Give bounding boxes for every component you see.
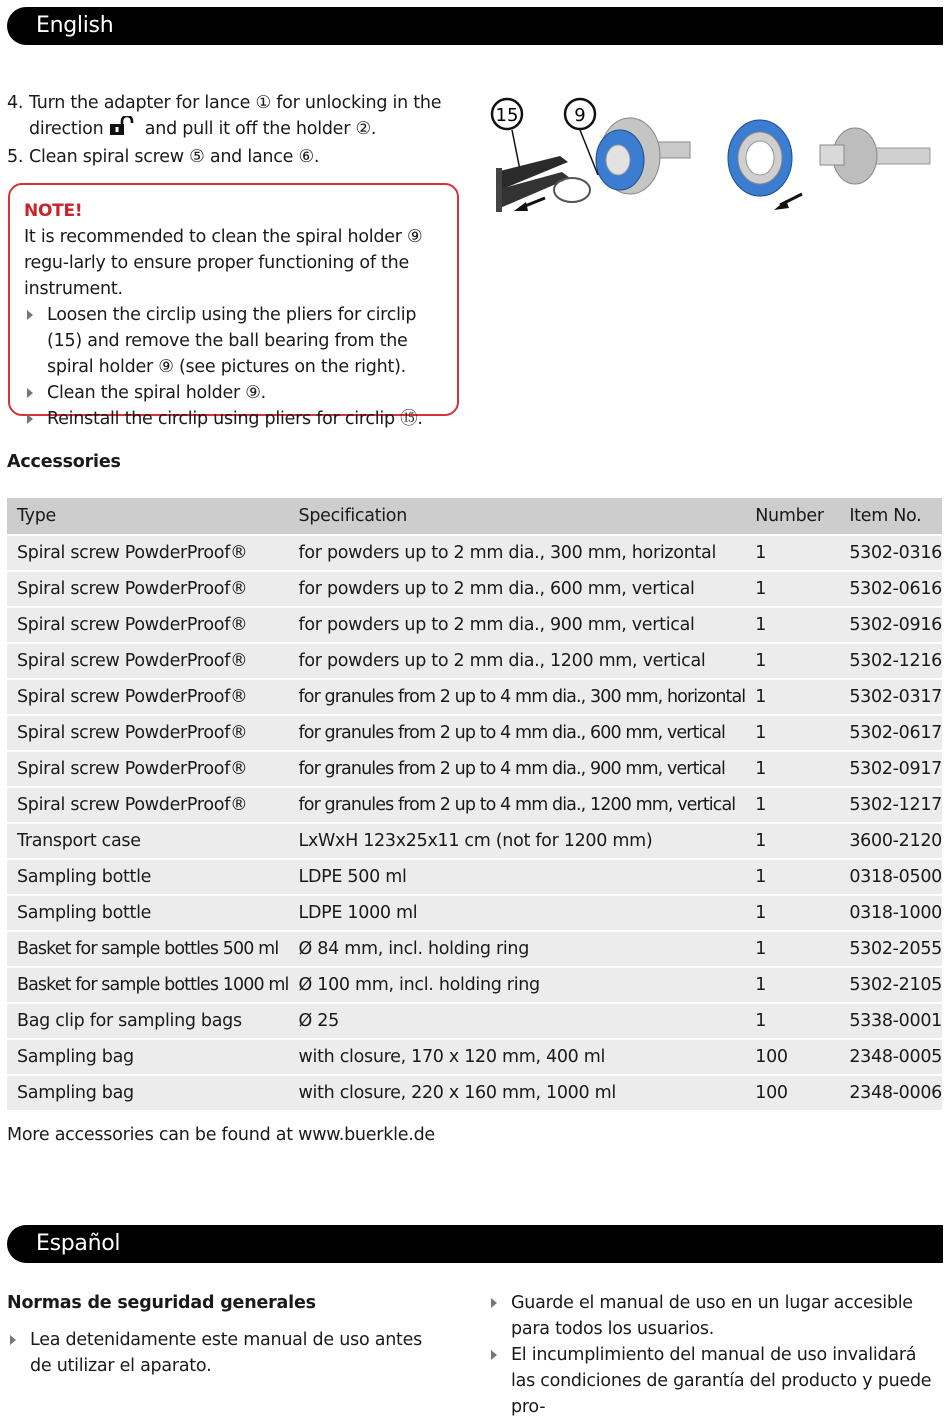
item-no-cell: 5302-1216	[839, 643, 942, 679]
type-cell: Spiral screw PowderProof®	[7, 571, 289, 607]
number-cell: 1	[745, 1003, 839, 1039]
step-text: and pull it off the holder ②.	[144, 119, 377, 139]
note-item-text: Loosen the circlip using the pliers for circlip (15) and remove the ball bearing from the spiral holder ⑨ (see pictures on the right).	[47, 305, 417, 377]
bullet-arrow-icon	[488, 1342, 511, 1420]
table-row	[7, 571, 942, 607]
spec-cell: for powders up to 2 mm dia., 300 mm, horizontal	[289, 535, 746, 571]
item-no-cell: 5302-0617	[839, 715, 942, 751]
item-no-cell: 3600-2120	[839, 823, 942, 859]
bullet-arrow-icon	[24, 302, 47, 380]
number-cell: 1	[745, 643, 839, 679]
item-no-cell: 0318-1000	[839, 895, 942, 931]
step-number: 4.	[7, 93, 24, 113]
column-header-number: Number	[745, 498, 839, 535]
table-row	[7, 535, 942, 571]
step-text: Turn the adapter for lance ① for unlocking in the	[29, 93, 442, 113]
type-cell: Spiral screw PowderProof®	[7, 535, 289, 571]
table-row	[7, 643, 942, 679]
number-cell: 1	[745, 931, 839, 967]
type-cell: Spiral screw PowderProof®	[7, 643, 289, 679]
spanish-item	[488, 1342, 944, 1420]
number-cell: 1	[745, 715, 839, 751]
table-row	[7, 895, 942, 931]
note-item	[24, 380, 447, 406]
number-cell: 1	[745, 967, 839, 1003]
type-cell: Bag clip for sampling bags	[7, 1003, 289, 1039]
item-no-cell: 5302-2055	[839, 931, 942, 967]
spec-cell: for granules from 2 up to 4 mm dia., 600 mm, vertical	[289, 715, 746, 751]
note-item-text: Clean the spiral holder ⑨.	[47, 383, 266, 403]
number-cell: 1	[745, 895, 839, 931]
table-row	[7, 787, 942, 823]
spec-cell: LxWxH 123x25x11 cm (not for 1200 mm)	[289, 823, 746, 859]
spec-cell: for powders up to 2 mm dia., 600 mm, vertical	[289, 571, 746, 607]
spec-cell: Ø 25	[289, 1003, 746, 1039]
step-4	[7, 90, 467, 144]
number-cell: 1	[745, 571, 839, 607]
item-no-cell: 0318-0500	[839, 859, 942, 895]
type-cell: Spiral screw PowderProof®	[7, 679, 289, 715]
type-cell: Basket for sample bottles 1000 ml	[7, 967, 289, 1003]
spec-cell: for granules from 2 up to 4 mm dia., 300 mm, horizontal	[289, 679, 746, 715]
note-item	[24, 302, 447, 380]
table-row	[7, 967, 942, 1003]
spanish-item-text: Guarde el manual de uso en un lugar accesible para todos los usuarios.	[511, 1293, 913, 1339]
table-row	[7, 859, 942, 895]
spanish-heading: Normas de seguridad generales	[7, 1293, 316, 1313]
accessories-table	[7, 498, 942, 1112]
spanish-item	[7, 1327, 447, 1379]
note-item	[24, 406, 447, 432]
bullet-arrow-icon	[24, 380, 47, 406]
callout-9: 9	[574, 105, 586, 126]
number-cell: 1	[745, 751, 839, 787]
spec-cell: for granules from 2 up to 4 mm dia., 1200 mm, vertical	[289, 787, 746, 823]
column-header-specification: Specification	[289, 498, 746, 535]
spanish-item-text: El incumplimiento del manual de uso invalidará las condiciones de garantía del producto y puede pro-	[511, 1345, 932, 1417]
number-cell: 1	[745, 535, 839, 571]
table-header-row	[7, 498, 942, 535]
section-header-spanish: Español	[7, 1225, 943, 1263]
number-cell: 1	[745, 679, 839, 715]
type-cell: Basket for sample bottles 500 ml	[7, 931, 289, 967]
spec-cell: LDPE 1000 ml	[289, 895, 746, 931]
number-cell: 1	[745, 787, 839, 823]
step-number: 5.	[7, 147, 24, 167]
number-cell: 100	[745, 1039, 839, 1075]
number-cell: 1	[745, 823, 839, 859]
spanish-item-text: Lea detenidamente este manual de uso antes de utilizar el aparato.	[30, 1330, 423, 1376]
type-cell: Transport case	[7, 823, 289, 859]
note-title: NOTE!	[24, 201, 83, 221]
table-row	[7, 1039, 942, 1075]
spec-cell: Ø 84 mm, incl. holding ring	[289, 931, 746, 967]
item-no-cell: 2348-0006	[839, 1075, 942, 1111]
table-row	[7, 823, 942, 859]
accessories-heading: Accessories	[7, 452, 121, 472]
item-no-cell: 2348-0005	[839, 1039, 942, 1075]
number-cell: 1	[745, 859, 839, 895]
type-cell: Spiral screw PowderProof®	[7, 787, 289, 823]
spec-cell: for powders up to 2 mm dia., 1200 mm, vertical	[289, 643, 746, 679]
table-row	[7, 1003, 942, 1039]
table-row	[7, 607, 942, 643]
note-box	[8, 183, 459, 429]
cleaning-steps	[7, 90, 467, 170]
item-no-cell: 5338-0001	[839, 1003, 942, 1039]
table-row	[7, 679, 942, 715]
spec-cell: for granules from 2 up to 4 mm dia., 900 mm, vertical	[289, 751, 746, 787]
spec-cell: with closure, 170 x 120 mm, 400 ml	[289, 1039, 746, 1075]
item-no-cell: 5302-0917	[839, 751, 942, 787]
step-text: direction	[29, 119, 104, 139]
spec-cell: Ø 100 mm, incl. holding ring	[289, 967, 746, 1003]
note-item-text: Reinstall the circlip using pliers for circlip ⑮.	[47, 409, 423, 429]
column-header-type: Type	[7, 498, 289, 535]
type-cell: Sampling bag	[7, 1075, 289, 1111]
item-no-cell: 5302-0317	[839, 679, 942, 715]
spec-cell: LDPE 500 ml	[289, 859, 746, 895]
table-row	[7, 715, 942, 751]
item-no-cell: 5302-0916	[839, 607, 942, 643]
table-row	[7, 931, 942, 967]
item-no-cell: 5302-2105	[839, 967, 942, 1003]
step-5	[7, 144, 467, 170]
type-cell: Spiral screw PowderProof®	[7, 715, 289, 751]
spanish-left-column	[7, 1290, 447, 1379]
item-no-cell: 5302-0616	[839, 571, 942, 607]
bullet-arrow-icon	[488, 1290, 511, 1342]
type-cell: Sampling bottle	[7, 895, 289, 931]
note-intro: It is recommended to clean the spiral holder ⑨ regu-larly to ensure proper functioning of the instrument.	[24, 227, 423, 299]
more-accessories-note: More accessories can be found at www.buerkle.de	[7, 1125, 435, 1145]
step-text: Clean spiral screw ⑤ and lance ⑥.	[29, 147, 320, 167]
spec-cell: for powders up to 2 mm dia., 900 mm, vertical	[289, 607, 746, 643]
bullet-arrow-icon	[24, 406, 47, 432]
item-no-cell: 5302-1217	[839, 787, 942, 823]
spanish-item	[488, 1290, 944, 1342]
type-cell: Sampling bag	[7, 1039, 289, 1075]
table-row	[7, 751, 942, 787]
type-cell: Sampling bottle	[7, 859, 289, 895]
section-header-english: English	[7, 7, 943, 45]
callout-15: 15	[495, 105, 519, 126]
table-row	[7, 1075, 942, 1111]
unlock-icon	[109, 116, 135, 144]
number-cell: 1	[745, 607, 839, 643]
column-header-item-no: Item No.	[839, 498, 942, 535]
bearing-illustration	[490, 90, 940, 230]
item-no-cell: 5302-0316	[839, 535, 942, 571]
type-cell: Spiral screw PowderProof®	[7, 607, 289, 643]
spanish-right-column	[488, 1290, 944, 1420]
type-cell: Spiral screw PowderProof®	[7, 751, 289, 787]
number-cell: 100	[745, 1075, 839, 1111]
bullet-arrow-icon	[7, 1327, 30, 1379]
spec-cell: with closure, 220 x 160 mm, 1000 ml	[289, 1075, 746, 1111]
